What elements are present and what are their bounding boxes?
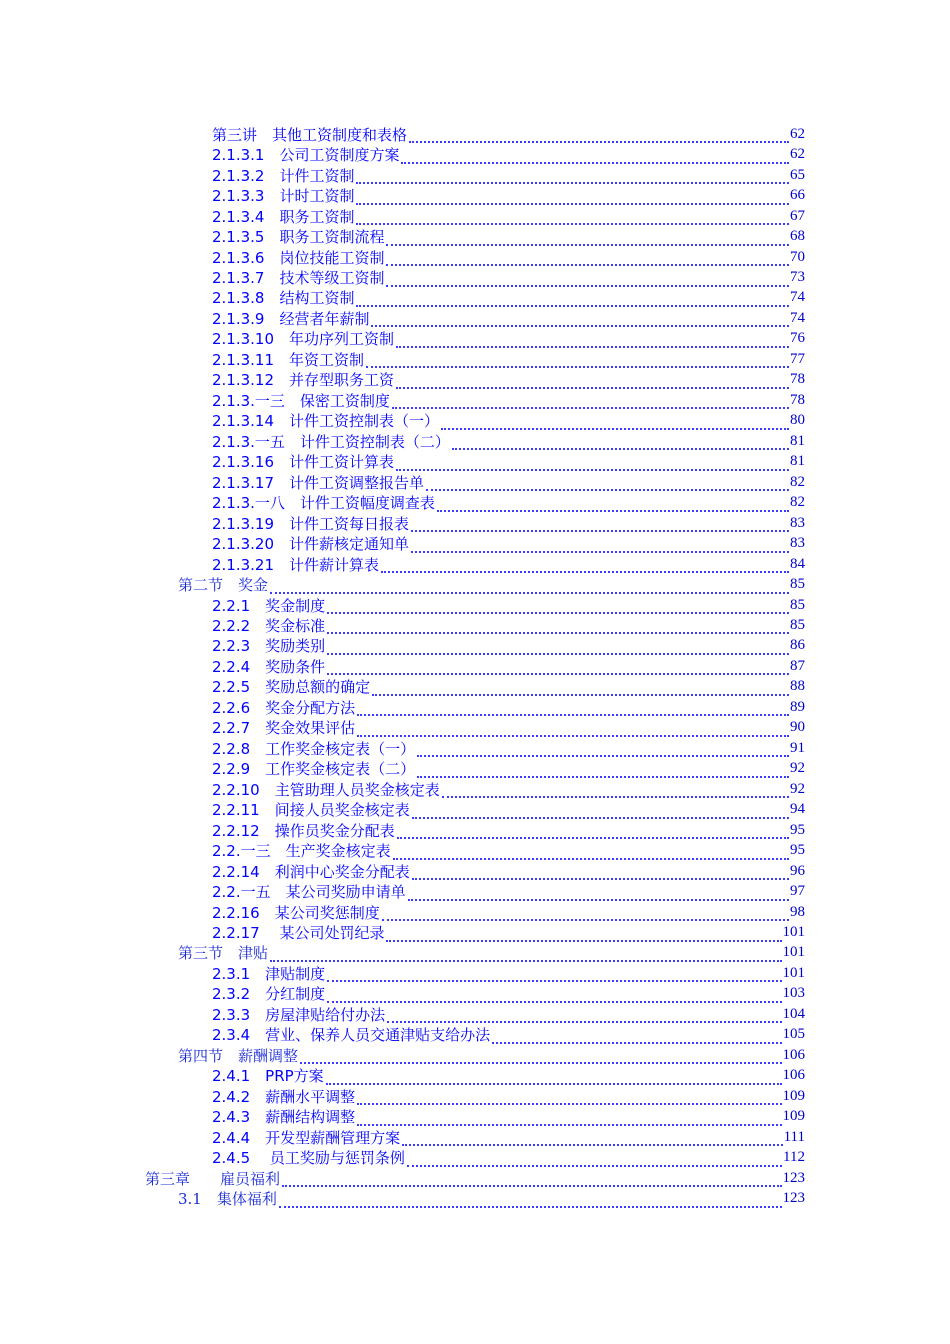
dot-leader [356,168,789,184]
toc-entry[interactable] [0,574,805,594]
toc-entry-page-number: 112 [783,1149,805,1166]
toc-entry-title: 2.1.3.一三 保密工资制度 [212,391,390,410]
toc-entry-title: 2.1.3.一八 计件工资幅度调查表 [212,494,435,513]
toc-entry[interactable] [0,1188,805,1208]
dot-leader [386,926,781,942]
toc-entry-title: 2.1.3.7 技术等级工资制 [212,269,385,288]
toc-entry-page-number: 68 [790,228,805,245]
toc-entry[interactable] [0,247,805,267]
toc-entry[interactable] [0,185,805,205]
toc-entry[interactable] [0,1086,805,1106]
toc-entry-page-number: 101 [782,924,805,941]
toc-entry-title: 2.1.3.14 计件工资控制表（一） [212,412,440,431]
dot-leader [357,1089,781,1105]
dot-leader [442,782,789,798]
toc-entry[interactable] [0,1025,805,1045]
toc-entry-title: 2.2.6 奖金分配方法 [212,698,356,717]
toc-entry[interactable] [0,881,805,901]
toc-entry[interactable] [0,349,805,369]
dot-leader [426,475,789,491]
toc-entry-title: 2.1.3.一五 计件工资控制表（二） [212,432,450,451]
toc-entry-page-number: 62 [790,125,805,142]
toc-entry[interactable] [0,943,805,963]
toc-entry-page-number: 89 [790,698,805,715]
toc-entry[interactable] [0,1107,805,1127]
toc-entry-page-number: 82 [790,473,805,490]
toc-entry[interactable] [0,206,805,226]
toc-entry-title: 2.2.5 奖励总额的确定 [212,678,371,697]
toc-entry[interactable] [0,861,805,881]
dot-leader [327,966,781,982]
dot-leader [397,823,789,839]
toc-entry[interactable] [0,533,805,553]
toc-entry[interactable] [0,595,805,615]
toc-entry-title: 2.2.2 奖金标准 [212,616,326,635]
toc-entry-title: 2.2.14 利润中心奖金分配表 [212,862,410,881]
toc-entry-page-number: 74 [790,309,805,326]
toc-entry-title: 2.4.3 薪酬结构调整 [212,1108,356,1127]
dot-leader [327,987,781,1003]
toc-entry-title: 2.2.1 奖金制度 [212,596,326,615]
toc-entry[interactable] [0,820,805,840]
toc-entry[interactable] [0,1127,805,1147]
toc-entry-page-number: 77 [790,350,805,367]
toc-entry[interactable] [0,615,805,635]
dot-leader [407,1151,782,1167]
toc-entry[interactable] [0,492,805,512]
toc-entry-title: 2.2.一三 生产奖金核定表 [212,842,391,861]
toc-entry-page-number: 88 [790,678,805,695]
dot-leader [412,803,789,819]
toc-entry[interactable] [0,144,805,164]
toc-entry-title: 2.2.9 工作奖金核定表（二） [212,760,416,779]
toc-entry[interactable] [0,308,805,328]
toc-entry-title: 2.1.3.10 年功序列工资制 [212,330,395,349]
toc-entry-title: 2.3.4 营业、保养人员交通津贴支给办法 [212,1026,491,1045]
dot-leader [327,598,789,614]
toc-entry-title: 2.2.17 某公司处罚纪录 [212,924,385,943]
toc-entry-title: 2.3.1 津贴制度 [212,964,326,983]
toc-entry-page-number: 123 [782,1190,805,1207]
toc-entry-page-number: 92 [790,760,805,777]
dot-leader [441,414,789,430]
toc-entry-page-number: 78 [790,371,805,388]
toc-entry-title: 第四节 薪酬调整 [178,1046,299,1065]
toc-entry-title: 2.2.8 工作奖金核定表（一） [212,739,416,758]
toc-entry[interactable] [0,902,805,922]
dot-leader [372,680,789,696]
toc-entry[interactable] [0,226,805,246]
dot-leader [393,844,789,860]
toc-entry-title: 第三章 雇员福利 [145,1169,281,1188]
toc-entry-page-number: 111 [783,1128,805,1145]
toc-entry-title: 2.2.16 某公司奖惩制度 [212,903,380,922]
toc-entry-page-number: 109 [782,1087,805,1104]
toc-entry-page-number: 74 [790,289,805,306]
toc-entry[interactable] [0,1004,805,1024]
toc-entry-page-number: 84 [790,555,805,572]
toc-entry-page-number: 101 [782,964,805,981]
toc-entry[interactable] [0,267,805,287]
toc-entry-page-number: 98 [790,903,805,920]
toc-entry[interactable] [0,370,805,390]
toc-entry-page-number: 81 [790,432,805,449]
toc-entry-title: 2.2.10 主管助理人员奖金核定表 [212,780,440,799]
dot-leader [437,496,789,512]
toc-entry[interactable] [0,1066,805,1086]
toc-entry-page-number: 123 [782,1169,805,1186]
toc-entry-title: 2.2.4 奖励条件 [212,657,326,676]
toc-entry[interactable] [0,636,805,656]
toc-entry[interactable] [0,431,805,451]
toc-entry[interactable] [0,677,805,697]
toc-entry[interactable] [0,554,805,574]
dot-leader [411,516,789,532]
toc-entry[interactable] [0,472,805,492]
dot-leader [300,1048,781,1064]
toc-entry-page-number: 97 [790,883,805,900]
toc-entry-title: 2.1.3.17 计件工资调整报告单 [212,473,425,492]
dot-leader [382,905,789,921]
toc-entry-page-number: 86 [790,637,805,654]
toc-entry-page-number: 83 [790,535,805,552]
toc-entry-title: 2.2.12 操作员奖金分配表 [212,821,395,840]
toc-entry-page-number: 95 [790,821,805,838]
dot-leader [327,618,789,634]
toc-entry[interactable] [0,1168,805,1188]
dot-leader [401,148,789,164]
toc-entry-title: 2.2.11 间接人员奖金核定表 [212,801,410,820]
dot-leader [357,1110,781,1126]
dot-leader [357,700,789,716]
dot-leader [357,721,789,737]
dot-leader [371,311,789,327]
toc-entry[interactable] [0,329,805,349]
toc-entry-title: 2.1.3.11 年资工资制 [212,350,365,369]
dot-leader [387,1007,781,1023]
toc-entry-page-number: 78 [790,391,805,408]
toc-entry-page-number: 85 [790,576,805,593]
toc-entry-page-number: 91 [790,739,805,756]
dot-leader [402,1130,782,1146]
toc-entry-title: 2.1.3.1 公司工资制度方案 [212,146,400,165]
toc-entry-page-number: 87 [790,657,805,674]
toc-entry-page-number: 103 [782,985,805,1002]
toc-entry[interactable] [0,738,805,758]
toc-entry-title: 2.1.3.8 结构工资制 [212,289,355,308]
dot-leader [356,189,789,205]
toc-entry-title: 2.1.3.12 并存型职务工资 [212,371,395,390]
toc-entry-title: 2.1.3.2 计件工资制 [212,166,355,185]
toc-entry-page-number: 70 [790,248,805,265]
dot-leader [452,434,789,450]
toc-entry-page-number: 101 [782,944,805,961]
dot-leader [270,946,781,962]
toc-entry[interactable] [0,165,805,185]
toc-entry-title: 2.1.3.21 计件薪计算表 [212,555,380,574]
dot-leader [356,291,789,307]
toc-entry-title: 2.1.3.19 计件工资每日报表 [212,514,410,533]
toc-entry[interactable] [0,1045,805,1065]
toc-entry-title: 2.4.4 开发型薪酬管理方案 [212,1128,401,1147]
toc-entry-page-number: 94 [790,801,805,818]
toc-entry-page-number: 96 [790,862,805,879]
dot-leader [396,373,789,389]
dot-leader [327,639,789,655]
toc-entry-title: 3.1 集体福利 [178,1190,277,1209]
toc-entry-title: 第三节 津贴 [178,944,269,963]
toc-entry[interactable] [0,513,805,533]
toc-entry-page-number: 65 [790,166,805,183]
dot-leader [279,1192,782,1208]
dot-leader [411,537,789,553]
toc-entry-page-number: 104 [782,1005,805,1022]
toc-entry-title: 2.1.3.6 岗位技能工资制 [212,248,385,267]
toc-entry-page-number: 106 [782,1046,805,1063]
toc-entry-page-number: 67 [790,207,805,224]
toc-entry-page-number: 90 [790,719,805,736]
toc-entry-title: 2.4.2 薪酬水平调整 [212,1087,356,1106]
dot-leader [366,352,789,368]
toc-entry[interactable] [0,984,805,1004]
dot-leader [356,209,789,225]
toc-entry-page-number: 85 [790,596,805,613]
toc-entry-title: 2.4.1 PRP方案 [212,1067,324,1086]
toc-entry-page-number: 83 [790,514,805,531]
toc-entry-title: 2.1.3.20 计件薪核定通知单 [212,535,410,554]
toc-entry[interactable] [0,390,805,410]
toc-entry-title: 2.1.3.5 职务工资制流程 [212,228,385,247]
toc-entry-title: 2.3.2 分红制度 [212,985,326,1004]
toc-entry[interactable] [0,963,805,983]
dot-leader [396,332,789,348]
toc-entry-title: 2.1.3.4 职务工资制 [212,207,355,226]
toc-entry[interactable] [0,718,805,738]
dot-leader [386,250,789,266]
dot-leader [392,393,789,409]
toc-entry[interactable] [0,1147,805,1167]
toc-entry-title: 2.3.3 房屋津贴给付办法 [212,1005,386,1024]
toc-entry-page-number: 95 [790,842,805,859]
toc-entry-title: 2.2.一五 某公司奖励申请单 [212,883,406,902]
dot-leader [417,762,789,778]
toc-entry-page-number: 62 [790,146,805,163]
toc-entry-page-number: 109 [782,1108,805,1125]
toc-entry[interactable] [0,288,805,308]
toc-entry[interactable] [0,452,805,472]
toc-entry-title: 2.2.7 奖金效果评估 [212,719,356,738]
toc-entry-page-number: 66 [790,187,805,204]
toc-entry[interactable] [0,799,805,819]
toc-entry-title: 2.4.5 员工奖励与惩罚条例 [212,1149,405,1168]
dot-leader [381,557,789,573]
dot-leader [492,1028,781,1044]
toc-entry-title: 2.1.3.9 经营者年薪制 [212,309,370,328]
toc-entry[interactable] [0,411,805,431]
toc-entry[interactable] [0,124,805,144]
toc-entry-page-number: 76 [790,330,805,347]
toc-entry-page-number: 106 [782,1067,805,1084]
toc-entry-title: 第三讲 其他工资制度和表格 [212,125,408,144]
toc-entry-page-number: 85 [790,616,805,633]
dot-leader [327,659,789,675]
dot-leader [412,864,789,880]
toc-entry-page-number: 80 [790,412,805,429]
toc-entry-title: 2.2.3 奖励类别 [212,637,326,656]
toc-entry-page-number: 73 [790,269,805,286]
toc-entry-title: 2.1.3.3 计时工资制 [212,187,355,206]
toc-entry-title: 第二节 奖金 [178,576,269,595]
dot-leader [282,1171,781,1187]
toc-entry[interactable] [0,656,805,676]
toc-entry[interactable] [0,922,805,942]
toc-entry[interactable] [0,759,805,779]
toc-entry-page-number: 82 [790,494,805,511]
dot-leader [396,455,789,471]
toc-entry[interactable] [0,840,805,860]
toc-entry[interactable] [0,697,805,717]
toc-entry[interactable] [0,779,805,799]
toc-entry-page-number: 92 [790,780,805,797]
toc-entry-page-number: 105 [782,1026,805,1043]
toc-entry-title: 2.1.3.16 计件工资计算表 [212,453,395,472]
dot-leader [408,885,789,901]
dot-leader [270,578,789,594]
toc-entry-page-number: 81 [790,453,805,470]
dot-leader [409,127,789,143]
dot-leader [417,741,789,757]
dot-leader [386,271,789,287]
table-of-contents [0,124,950,1209]
dot-leader [386,230,789,246]
dot-leader [326,1069,782,1085]
